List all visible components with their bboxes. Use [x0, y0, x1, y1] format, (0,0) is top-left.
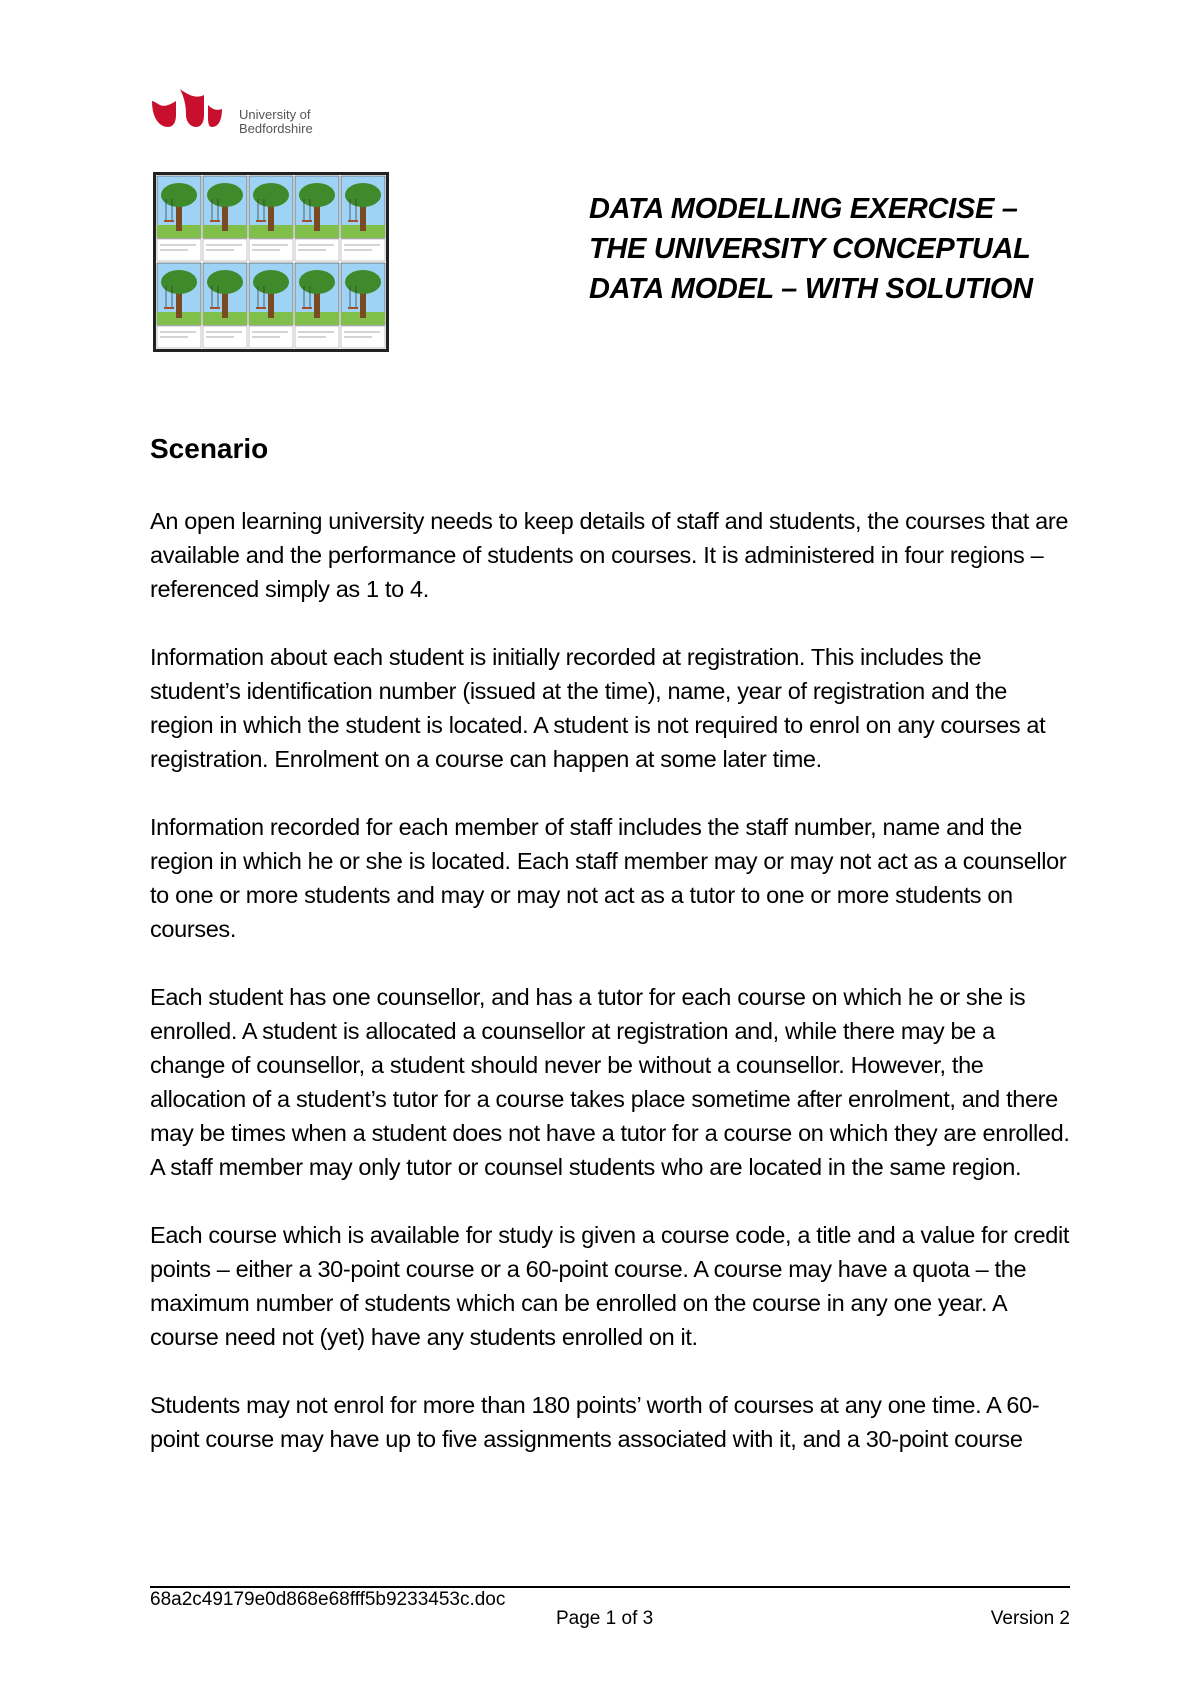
comic-panel: [157, 176, 201, 261]
comic-panel: [157, 263, 201, 348]
footer-divider: [150, 1586, 1070, 1588]
paragraph: Students may not enrol for more than 180 points’ worth of courses at any one time. A 60-point course may have up to five assignments associated with it, and a 30-point course: [150, 1392, 1040, 1452]
comic-panel: [203, 263, 247, 348]
paragraph: Each course which is available for study is given a course code, a title and a value for credit points – either a 30-point course or a 60-point course. A course may have a quota – the maximum number of students which can be enrolled on the course in any one year. A course need not (yet) have any students enrolled on it.: [150, 1222, 1070, 1350]
footer-version: Version 2: [990, 1608, 1070, 1629]
paragraph: An open learning university needs to keep details of staff and students, the courses that are available and the performance of students on courses. It is administered in four regions – referenced simply as 1 to 4.: [150, 508, 1069, 602]
title-line-1: DATA MODELLING EXERCISE –: [589, 193, 1018, 225]
university-logo-mark: [150, 75, 236, 135]
scenario-body: [150, 504, 1070, 1490]
comic-panel: [341, 263, 385, 348]
comic-panel: [249, 176, 293, 261]
logo-line-2: Bedfordshire: [239, 121, 313, 136]
document-title: [589, 189, 1109, 309]
comic-panel: [341, 176, 385, 261]
comic-panel: [203, 176, 247, 261]
title-line-3: DATA MODEL – WITH SOLUTION: [589, 273, 1033, 305]
footer-filename: 68a2c49179e0d868e68fff5b9233453c.doc: [150, 1589, 506, 1610]
comic-panel: [295, 263, 339, 348]
comic-panel: [249, 263, 293, 348]
university-name: [239, 108, 313, 136]
title-line-2: THE UNIVERSITY CONCEPTUAL: [589, 233, 1031, 265]
university-logo: [150, 75, 330, 145]
paragraph: Information about each student is initially recorded at registration. This includes the student’s identification number (issued at the time), name, year of registration and the region in which the student is located. A student is not required to enrol on any courses at registration. Enrolment on a course can happen at some later time.: [150, 644, 1046, 772]
comic-panel: [295, 176, 339, 261]
section-heading: Scenario: [150, 433, 269, 464]
tree-swing-comic-image: [153, 172, 389, 352]
footer-page-number: Page 1 of 3: [556, 1608, 654, 1629]
paragraph: Information recorded for each member of staff includes the staff number, name and the region in which he or she is located. Each staff member may or may not act as a counsellor to one or more students and may or may not act as a tutor to one or more students on courses.: [150, 814, 1067, 942]
paragraph: Each student has one counsellor, and has a tutor for each course on which he or she is enrolled. A student is allocated a counsellor at registration and, while there may be a change of counsellor, a student should never be without a counsellor. However, the allocation of a student’s tutor for a course takes place sometime after enrolment, and there may be times when a student does not have a tutor for a course on which they are enrolled. A staff member may only tutor or counsel students who are located in the same region.: [150, 984, 1070, 1180]
logo-line-1: University of: [239, 107, 311, 122]
